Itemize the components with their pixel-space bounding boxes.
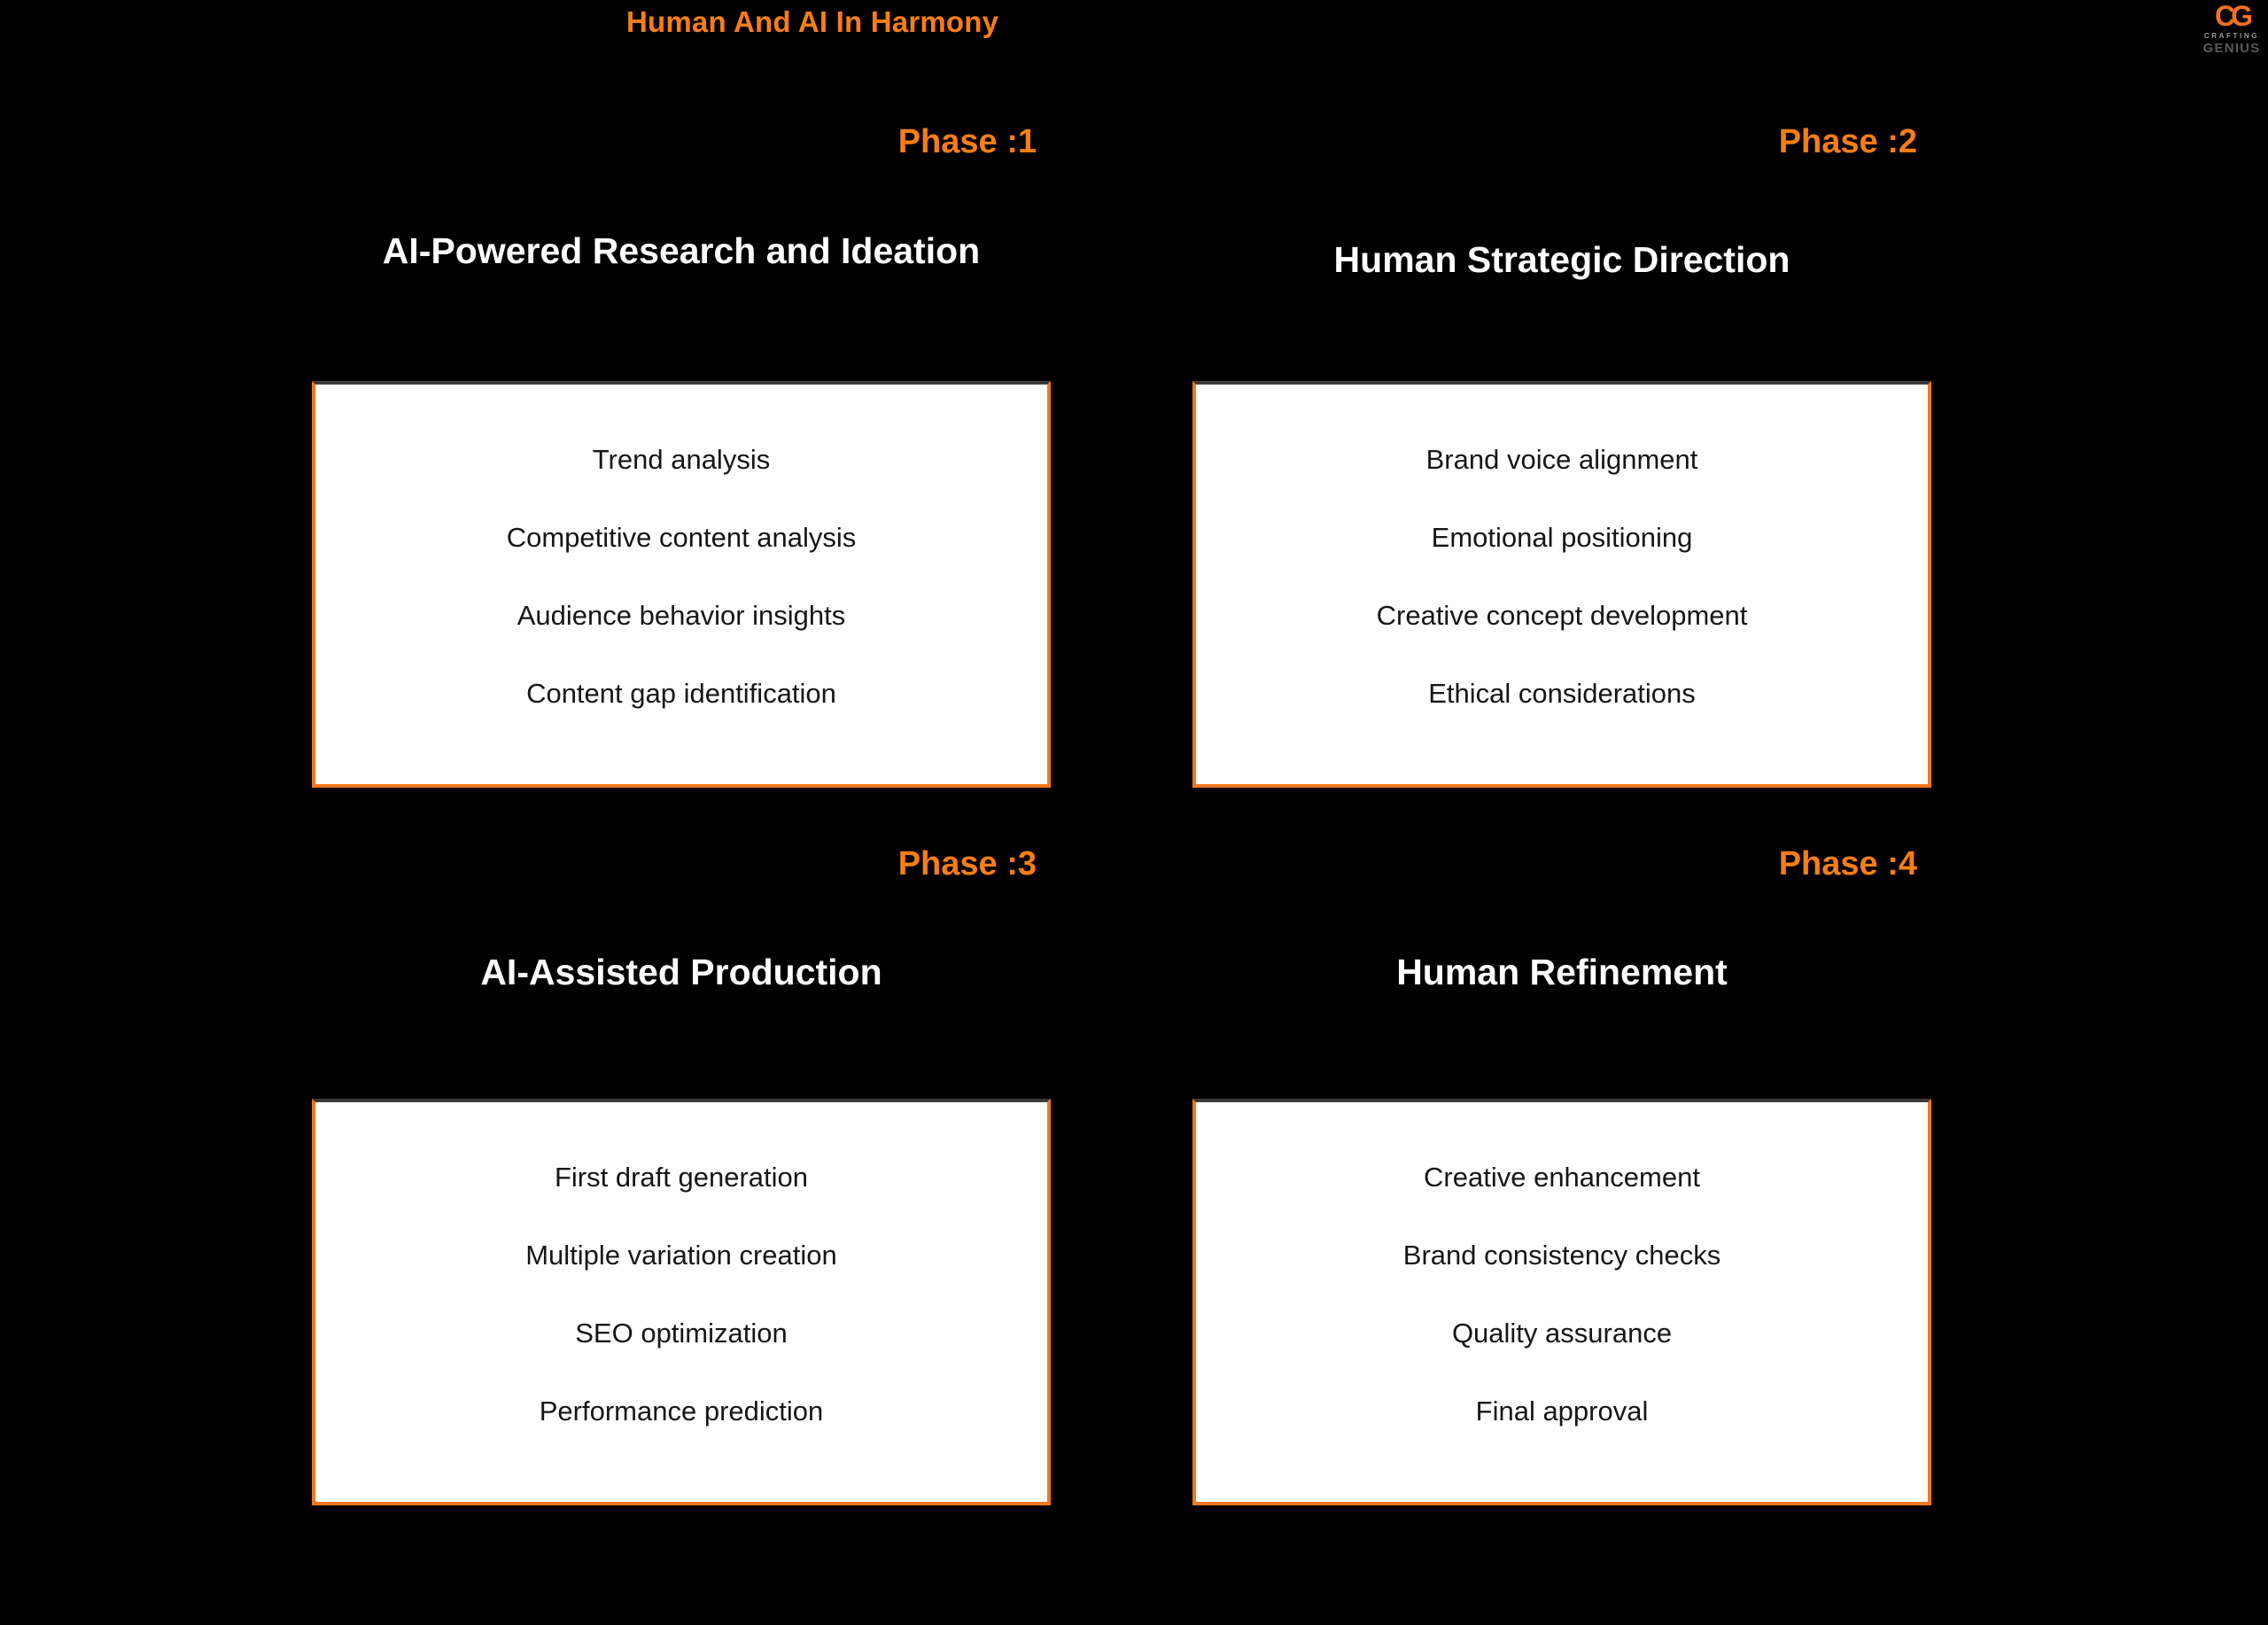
phase-4-card (1192, 1099, 1931, 1505)
crafting-genius-logo (2199, 2, 2264, 55)
phase-4-heading: Human Refinement (1396, 952, 1728, 992)
phase-1-label: Phase :1 (897, 123, 1037, 160)
logo-crafting-text: CRAFTING (2203, 32, 2260, 40)
phase-2-card (1192, 381, 1931, 788)
logo-monogram-icon: CG (2215, 0, 2249, 32)
list-item: Content gap identification (526, 678, 836, 709)
phase-2-label: Phase :2 (1778, 123, 1917, 160)
phase-1-card (312, 381, 1051, 788)
logo-genius-text: GENIUS (2202, 41, 2261, 56)
list-item: Emotional positioning (1431, 522, 1693, 553)
list-item: Audience behavior insights (517, 600, 846, 631)
phase-3-heading: AI-Assisted Production (480, 952, 882, 992)
list-item: Competitive content analysis (506, 522, 857, 553)
list-item: Multiple variation creation (525, 1240, 837, 1271)
list-item: Quality assurance (1451, 1318, 1673, 1349)
phase-2-heading: Human Strategic Direction (1333, 239, 1790, 280)
page-title: Human And AI In Harmony (626, 5, 999, 38)
list-item: Ethical considerations (1428, 678, 1696, 709)
list-item: Brand voice alignment (1425, 444, 1698, 475)
phase-1-heading: AI-Powered Research and Ideation (382, 230, 981, 271)
list-item: Final approval (1475, 1396, 1649, 1427)
list-item: SEO optimization (575, 1318, 788, 1349)
list-item: Performance prediction (539, 1396, 824, 1427)
list-item: Creative enhancement (1424, 1162, 1700, 1193)
list-item: Trend analysis (592, 444, 771, 475)
list-item: Creative concept development (1376, 600, 1748, 631)
phase-3-card (312, 1099, 1051, 1505)
list-item: First draft generation (554, 1162, 809, 1193)
phase-3-label: Phase :3 (897, 845, 1037, 882)
list-item: Brand consistency checks (1402, 1240, 1721, 1271)
phase-4-label: Phase :4 (1778, 845, 1917, 882)
